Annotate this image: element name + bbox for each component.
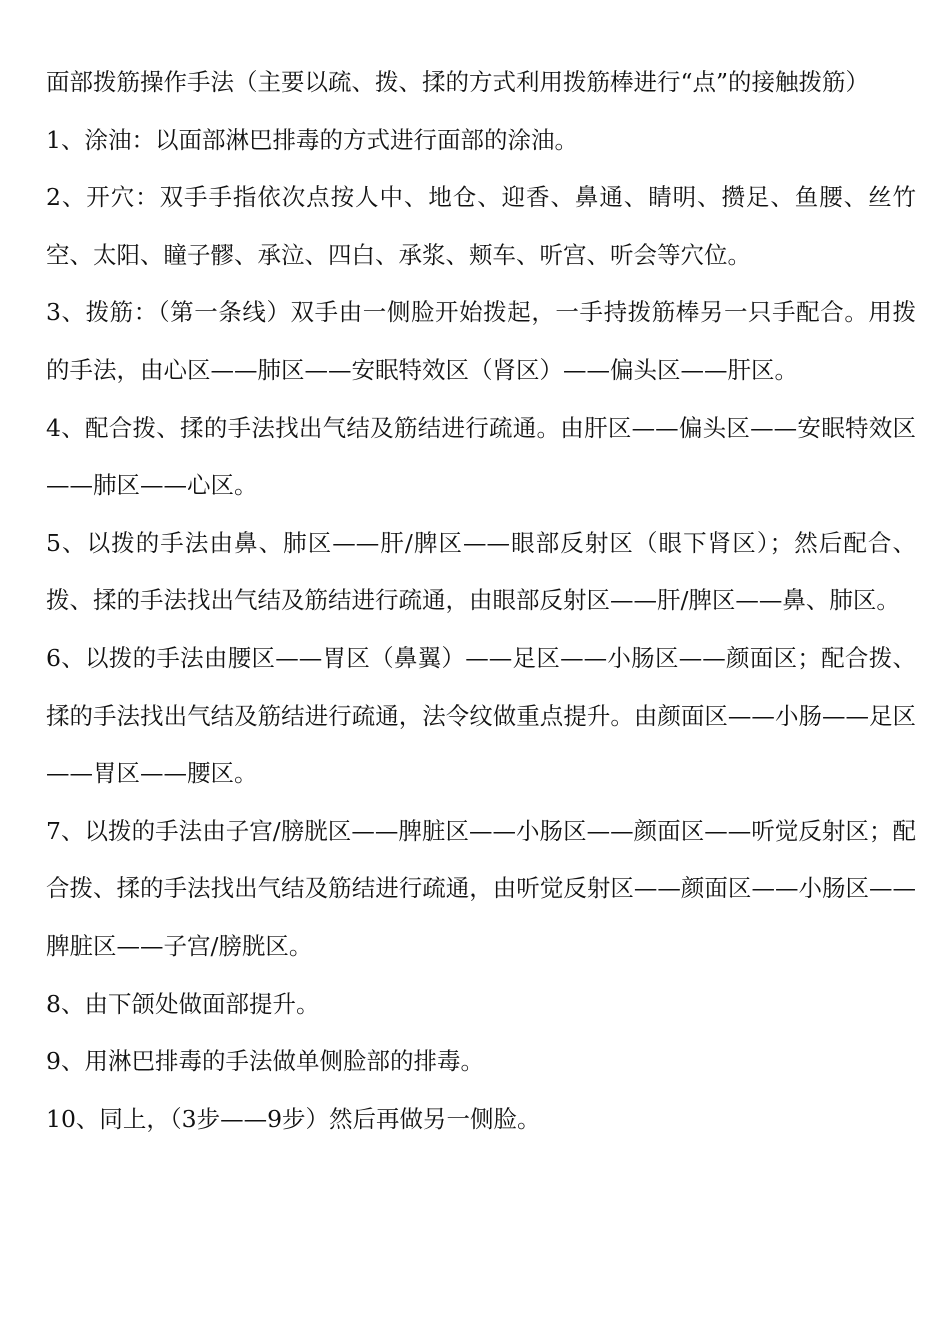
step-2: 2、开穴：双手手指依次点按人中、地仓、迎香、鼻通、睛明、攒足、鱼腰、丝竹空、太阳、瞳子髎、承泣、四白、承浆、颊车、听宫、听会等穴位。 — [46, 183, 916, 269]
step-7: 7、以拨的手法由子宫/膀胱区——脾脏区——小肠区——颜面区——听觉反射区；配合拨、揉的手法找出气结及筋结进行疏通，由听觉反射区——颜面区——小肠区——脾脏区——子宫/膀胱区。 — [46, 816, 916, 960]
step-8: 8、由下颌处做面部提升。 — [46, 989, 320, 1018]
step-4: 4、配合拨、揉的手法找出气结及筋结进行疏通。由肝区——偏头区——安眠特效区——肺区——心区。 — [46, 413, 916, 500]
document-body — [46, 54, 916, 1148]
document-title: 面部拨筋操作手法（主要以疏、拨、揉的方式利用拨筋棒进行“点”的接触拨筋） — [46, 68, 870, 96]
step-3: 3、拨筋：（第一条线）双手由一侧脸开始拨起，一手持拨筋棒另一只手配合。用拨的手法，由心区——肺区——安眠特效区（肾区）——偏头区——肝区。 — [46, 298, 916, 384]
step-10: 10、同上，（3步——9步）然后再做另一侧脸。 — [46, 1104, 541, 1133]
step-6: 6、以拨的手法由腰区——胃区（鼻翼）——足区——小肠区——颜面区；配合拨、揉的手法找出气结及筋结进行疏通，法令纹做重点提升。由颜面区——小肠——足区——胃区——腰区。 — [46, 643, 916, 788]
step-9: 9、用淋巴排毒的手法做单侧脸部的排毒。 — [46, 1047, 484, 1076]
step-1: 1、涂油：以面部淋巴排毒的方式进行面部的涂油。 — [46, 125, 578, 154]
step-5: 5、以拨的手法由鼻、肺区——肝/脾区——眼部反射区（眼下肾区）；然后配合、拨、揉的手法找出气结及筋结进行疏通，由眼部反射区——肝/脾区——鼻、肺区。 — [46, 528, 916, 615]
